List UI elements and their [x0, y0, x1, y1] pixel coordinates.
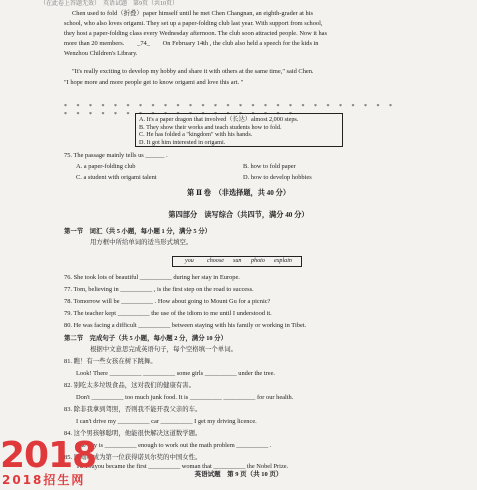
question-84-cn: 84. 这个男孩够聪明，他能很快解决这道数学题。	[64, 430, 202, 437]
question-81-cn: 81. 瞧！有一些女孩在树下跳舞。	[64, 358, 157, 365]
q75-stem: 75. The passage mainly tells us ______ .	[64, 152, 168, 159]
word-box	[172, 256, 302, 267]
section2-instruction: 根据中文意思完成英语句子，每个空格填一个单词。	[90, 346, 237, 353]
option-d: D. It got him interested in origami.	[139, 138, 226, 146]
passage-line: more than 20 members. _74_ On February 14th , the club also held a speech for the kids in	[64, 40, 319, 47]
part4-title: 第四部分 读写综合（共四节，满分 40 分）	[168, 211, 309, 219]
q75-option-d: D. how to develop hobbies	[243, 174, 312, 181]
word-item: photo	[251, 258, 265, 264]
passage-line: Chen used to fold（折叠）paper himself until he met Chen Changnan, an eighth-grader at his	[72, 10, 314, 17]
watermark-logo-number: 2018	[0, 435, 97, 476]
question-82-en: Don't __________ too much junk food. It is __________ __________ for our health.	[76, 394, 294, 401]
word-item: you	[185, 258, 194, 264]
word-item: sun	[233, 258, 242, 264]
question-77: 77. Tom, believing in __________ , is the first step on the road to success.	[64, 286, 254, 293]
question-78: 78. Tomorrow will be __________ . How about going to Mount Gu for a picnic?	[64, 298, 271, 305]
page-footer: 英语试题 第 9 页（共 10 页）	[194, 471, 283, 478]
section1-instruction: 用方框中所给单词的适当形式填空。	[90, 239, 193, 246]
question-80: 80. He was facing a difficult __________ between staying with his family or working in Tibet.	[64, 322, 307, 329]
passage-line: "It's really exciting to develop my hobby and share it with others at the same time," said Chen.	[72, 68, 314, 75]
options-box	[135, 113, 343, 147]
section1-title: 第一节 词汇（共 5 小题，每小题 1 分，满分 5 分）	[64, 228, 211, 235]
question-85-en: Tu Youyou became the first __________ woman that __________ the Nobel Prize.	[76, 463, 289, 470]
section2-title: 第二节 完成句子（共 5 小题，每小题 2 分，满分 10 分）	[64, 335, 227, 342]
watermark-logo-site: 2018招生网	[2, 473, 86, 487]
passage-line: Wenzhou Children's Library.	[64, 50, 138, 57]
q75-option-b: B. how to fold paper	[243, 163, 296, 170]
question-84-en: The boy is __________ enough to work out the math problem __________ .	[76, 442, 272, 449]
option-c: C. He has folded a "kingdom" with his hands.	[139, 131, 253, 138]
question-81-en: Look! There __________ __________ some girls __________ under the tree.	[76, 370, 276, 377]
word-item: choose	[207, 258, 224, 264]
passage-line: school, who also loves origami. They set up a paper-folding club last year. With support from school,	[64, 20, 323, 27]
question-79: 79. The teacher kept __________ the use of the idiom to me until I understood it.	[64, 310, 272, 317]
option-a: A. It's a paper dragon that involved（长达）almost 2,000 steps.	[139, 116, 299, 123]
question-76: 76. She took lots of beautiful __________ during her stay in Europe.	[64, 274, 240, 281]
passage-line: "I hope more and more people get to know origami and love this art. "	[64, 79, 244, 86]
question-82-cn: 82. 别吃太多垃圾食品，这对我们的健康有害。	[64, 382, 196, 389]
top-strip-text: （在此卷上答题无效） 英语试题 第9页（共10页）	[40, 1, 179, 6]
divider-stars: * * * * * * * * * * * * * * * * * * * * * * * * * * * * * * * * * * * * * * * * * * * * * *	[64, 104, 396, 118]
question-83-cn: 83. 除非我拿到驾照，否则我不能开我父亲的车。	[64, 406, 202, 413]
word-item: explain	[274, 258, 292, 264]
q75-option-c: C. a student with origami talent	[76, 174, 157, 181]
passage-line: they host a paper-folding class every Wednesday afternoon. The club soon attracted people. Now it has	[64, 30, 328, 37]
question-85-cn: 85. 屠呦呦成为第一位获得诺贝尔奖的中国女性。	[64, 454, 202, 461]
option-b: B. They show their works and teach students how to fold.	[139, 123, 282, 131]
top-strip	[40, 0, 440, 6]
part2-title: 第 Ⅱ 卷 （非选择题，共 40 分）	[186, 189, 291, 197]
question-83-en: I can't drive my __________ car __________ I get my driving licence.	[76, 418, 257, 425]
q75-option-a: A. a paper-folding club	[76, 163, 136, 170]
